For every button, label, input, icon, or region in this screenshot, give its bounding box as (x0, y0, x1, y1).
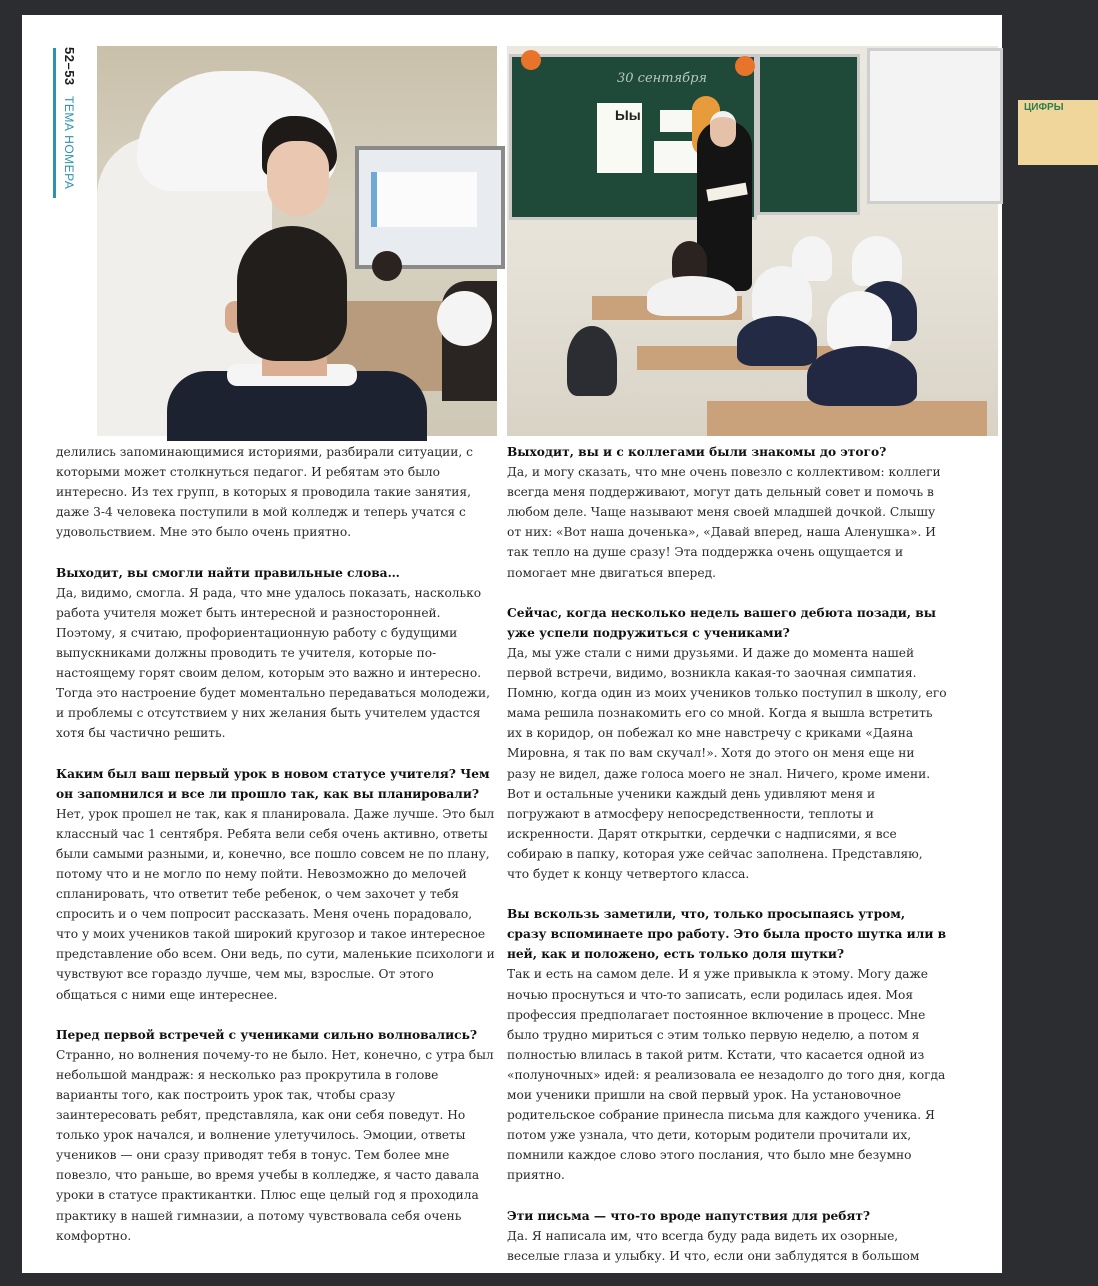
answer-text: Да. Я написала им, что всегда буду рада видеть их озорные, веселые глаза и улыбку. И что, если они заблудятся в большом (507, 1228, 920, 1263)
answer-text: Да, мы уже стали с ними друзьями. И даже до момента нашей первой встречи, видимо, возникла какая-то заочная симпатия. Помню, когда один из моих учеников только поступил в школу, его мама решила познакомить его со мной. Когда я вышла встретить их в коридор, он побежал ко мне навстречу с криками «Даяна Мировна, я так по вам скучал!». Хотя до этого он меня еще ни разу не видел, даже голоса моего не знал. Ничего, кроме имени. Вот и остальные ученики каждый день удивляют меня и погружают в атмосферу непосредственности, теплоты и искренности. Дарят открытки, сердечки с надписями, я все собираю в папку, которая уже сейчас заполнена. Представляю, что будет к концу четвертого класса. (507, 645, 947, 881)
page-numbers: 52–53 (62, 47, 77, 86)
article-paragraph (507, 1206, 947, 1266)
question-heading: Выходит, вы и с коллегами были знакомы до этого? (507, 445, 887, 459)
article-paragraph (56, 563, 496, 744)
article-paragraph (507, 603, 947, 884)
text-column-left (56, 442, 496, 1266)
answer-text: Так и есть на самом деле. И я уже привыкла к этому. Могу даже ночью проснуться и что-то записать, если родилась идея. Моя профессия предполагает постоянное включение в процесс. Мне было трудно мириться с этим только первую неделю, а потом я полностью влилась в такой ритм. Кстати, что касается одной из «полуночных» идей: я реализовала ее незадолго до того дня, когда мои ученики пришли на свой первый урок. На установочное родительское собрание принесла письма для каждого ученика. Я потом уже узнала, что дети, которым родители прочитали их, помнили каждое слово этого послания, что было мне безумно приятно. (507, 967, 946, 1183)
section-title: ТЕМА НОМЕРА (62, 95, 76, 189)
article-paragraph (507, 904, 947, 1185)
accent-bar (53, 48, 56, 198)
article-paragraph (56, 442, 496, 542)
text-column-right (507, 442, 947, 1286)
letter-card: Ыы (615, 107, 641, 123)
article-paragraph (56, 1025, 496, 1246)
board-date: 30 сентября (617, 71, 708, 86)
section-label (50, 43, 80, 203)
answer-text: Странно, но волнения почему-то не было. Нет, конечно, с утра был небольшой мандраж: я несколько раз прокрутила в голове варианты того, как построить урок так, чтобы сразу заинтересовать ребят, представляла, как они себя поведут. Но только урок начался, и волнение улетучилось. Эмоции, ответы учеников — они сразу приводят тебя в тонус. Тем более мне повезло, что раньше, во время учебы в колледже, я часто давала уроки в статусе практикантки. Плюс еще целый год я проходила практику в нашей гимназии, а потому чувствовала себя очень комфортно. (56, 1047, 494, 1243)
question-heading: Сейчас, когда несколько недель вашего дебюта позади, вы уже успели подружиться с учениками? (507, 605, 936, 640)
question-heading: Каким был ваш первый урок в новом статусе учителя? Чем он запомнился и все ли прошло так, как вы планировали? (56, 766, 490, 801)
answer-text: Да, и могу сказать, что мне очень повезло с коллективом: коллеги всегда меня поддерживают, могут дать дельный совет и помочь в любом деле. Чаще называют меня своей младшей дочкой. Слышу от них: «Вот наша доченька», «Давай вперед, наша Аленушка». И так тепло на душе сразу! Эта поддержка очень ощущается и помогает мне двигаться вперед. (507, 465, 941, 580)
question-heading: Перед первой встречей с учениками сильно волновались? (56, 1027, 478, 1042)
whiteboard (867, 48, 1003, 204)
answer-text: делились запоминающимися историями, разбирали ситуации, с которыми может столкнуться педагог. И ребятам это было интересно. Из тех групп, в которых я проводила такие занятия, даже 3-4 человека поступили в мой колледж и теперь учатся с удовольствием. Мне это было очень приятно. (56, 445, 473, 540)
article-paragraph (56, 764, 496, 1005)
magazine-page (22, 15, 1064, 1273)
photo-teacher-with-student (97, 46, 497, 436)
answer-text: Нет, урок прошел не так, как я планировала. Даже лучше. Это был классный час 1 сентября. Ребята вели себя очень активно, ответы были самыми разными, и, конечно, все пошло совсем не по плану, потому что и не могло по нему пойти. Невозможно до мелочей спланировать, что ответит тебе ребенок, о чем захочет у тебя спросить и о чем попросит рассказать. Меня очень порадовало, что у моих учеников такой широкий кругозор и такое интересное представление обо всем. Они ведь, по сути, маленькие психологи и чувствуют все гораздо лучше, чем мы, взрослые. От этого общаться с ними еще интереснее. (56, 806, 495, 1002)
answer-text: Да, видимо, смогла. Я рада, что мне удалось показать, насколько работа учителя может быть интересной и разносторонней. Поэтому, я считаю, профориентационную работу с будущими выпускниками должны проводить те учителя, которые по-настоящему горят своим делом, которым это важно и интересно. Тогда это настроение будет моментально передаваться молодежи, и проблемы с отсутствием у них желания быть учителем удастся хотя бы частично решить. (56, 585, 490, 741)
question-heading: Эти письма — что-то вроде напутствия для ребят? (507, 1208, 871, 1223)
projector-screen (355, 146, 505, 269)
article-paragraph (507, 442, 947, 583)
question-heading: Выходит, вы смогли найти правильные слова… (56, 565, 400, 580)
photo-classroom-lesson (507, 46, 1064, 436)
question-heading: Вы вскользь заметили, что, только просыпаясь утром, сразу вспоминаете про работу. Это была просто шутка или в ней, как и положено, есть только доля шутки? (507, 907, 947, 962)
numbers-poster: ЦИФРЫ (1024, 102, 1064, 113)
